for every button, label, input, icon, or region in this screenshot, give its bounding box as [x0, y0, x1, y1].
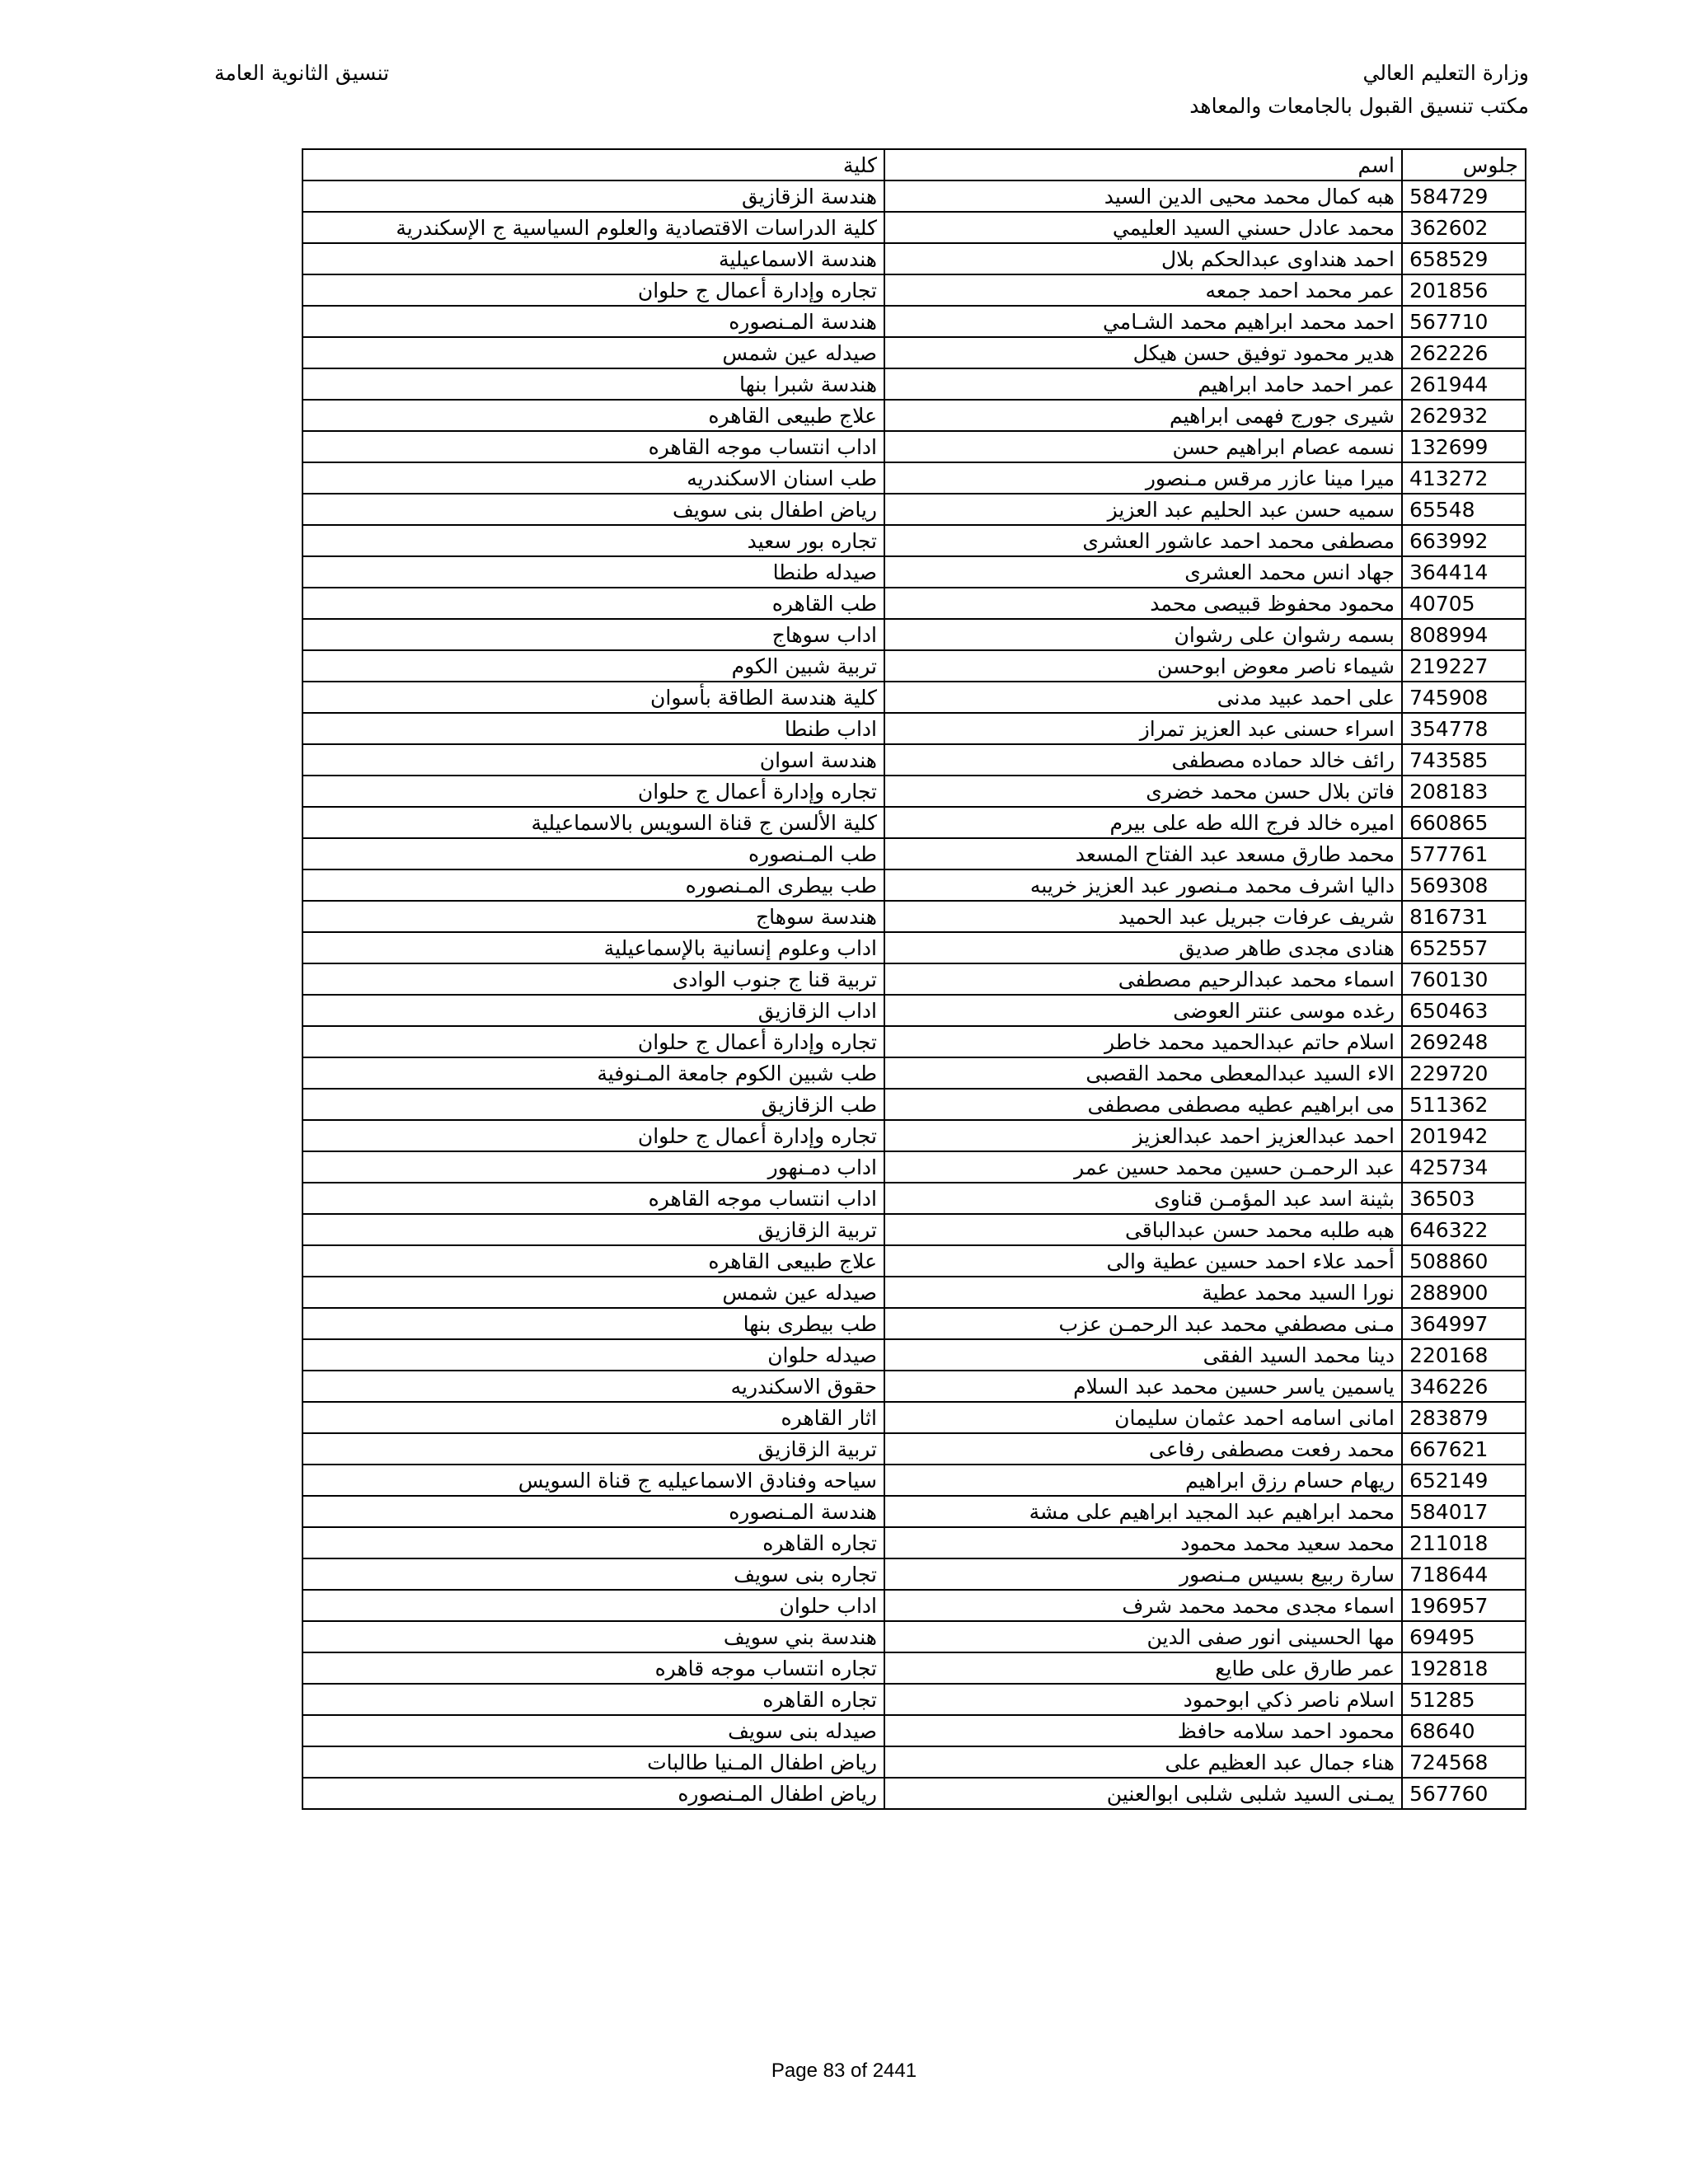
name-cell: نورا السيد محمد عطية — [884, 1277, 1402, 1308]
column-header-name: اسم — [884, 149, 1402, 180]
name-cell: اسراء حسنى عبد العزيز تمراز — [884, 713, 1402, 744]
table-row — [302, 212, 1526, 243]
table-row — [302, 525, 1526, 556]
college-cell: هندسة شبرا بنها — [302, 368, 884, 400]
name-cell: اسماء محمد عبدالرحيم مصطفى — [884, 963, 1402, 995]
seat-cell: 269248 — [1402, 1026, 1526, 1057]
name-cell: هبه طلبه محمد حسن عبدالباقى — [884, 1214, 1402, 1245]
college-cell: تجاره وإدارة أعمال ج حلوان — [302, 274, 884, 306]
name-cell: جهاد انس محمد العشرى — [884, 556, 1402, 588]
name-cell: محمد رفعت مصطفى رفاعى — [884, 1433, 1402, 1465]
column-header-college: كلية — [302, 149, 884, 180]
college-cell: هندسة اسوان — [302, 744, 884, 776]
name-cell: شريف عرفات جبريل عبد الحميد — [884, 901, 1402, 932]
college-cell: علاج طبيعى القاهره — [302, 400, 884, 431]
table-row — [302, 776, 1526, 807]
table-row — [302, 1433, 1526, 1465]
seat-cell: 511362 — [1402, 1089, 1526, 1120]
seat-cell: 745908 — [1402, 682, 1526, 713]
seat-cell: 65548 — [1402, 494, 1526, 525]
table-row — [302, 1371, 1526, 1402]
seat-cell: 262226 — [1402, 337, 1526, 368]
seat-cell: 51285 — [1402, 1684, 1526, 1715]
name-cell: عمر محمد احمد جمعه — [884, 274, 1402, 306]
college-cell: تربية قنا ج جنوب الوادى — [302, 963, 884, 995]
seat-cell: 413272 — [1402, 462, 1526, 494]
table-row — [302, 901, 1526, 932]
name-cell: محمود محفوظ قبيصى محمد — [884, 588, 1402, 619]
table-row — [302, 650, 1526, 682]
name-cell: سارة ربيع بسيس مـنصور — [884, 1558, 1402, 1590]
name-cell: هدير محمود توفيق حسن هيكل — [884, 337, 1402, 368]
name-cell: عمر طارق على طايع — [884, 1652, 1402, 1684]
college-cell: هندسة المـنصوره — [302, 1496, 884, 1527]
seat-cell: 567760 — [1402, 1778, 1526, 1809]
name-cell: مصطفى محمد احمد عاشور العشرى — [884, 525, 1402, 556]
name-cell: احمد محمد ابراهيم محمد الشـامي — [884, 306, 1402, 337]
seat-cell: 660865 — [1402, 807, 1526, 838]
column-header-seat: جلوس — [1402, 149, 1526, 180]
seat-cell: 208183 — [1402, 776, 1526, 807]
college-cell: صيدله بنى سويف — [302, 1715, 884, 1746]
name-cell: محمد طارق مسعد عبد الفتاح المسعد — [884, 838, 1402, 869]
table-row — [302, 1120, 1526, 1151]
table-row — [302, 1308, 1526, 1339]
name-cell: يمـنى السيد شلبى شلبى ابوالعنين — [884, 1778, 1402, 1809]
name-cell: محمد ابراهيم عبد المجيد ابراهيم على مشة — [884, 1496, 1402, 1527]
seat-cell: 650463 — [1402, 995, 1526, 1026]
name-cell: مـنى مصطفي محمد عبد الرحمـن عزب — [884, 1308, 1402, 1339]
name-cell: شيرى جورج فهمى ابراهيم — [884, 400, 1402, 431]
table-row — [302, 243, 1526, 274]
table-row — [302, 869, 1526, 901]
table-row — [302, 744, 1526, 776]
name-cell: بسمه رشوان على رشوان — [884, 619, 1402, 650]
college-cell: علاج طبيعى القاهره — [302, 1245, 884, 1277]
name-cell: داليا اشرف محمد مـنصور عبد العزيز خريبه — [884, 869, 1402, 901]
name-cell: محمد عادل حسني السيد العليمي — [884, 212, 1402, 243]
table-row — [302, 1183, 1526, 1214]
table-row — [302, 1621, 1526, 1652]
college-cell: طب اسنان الاسكندريه — [302, 462, 884, 494]
ministry-title: وزارة التعليم العالي — [1362, 61, 1529, 85]
name-cell: احمد هنداوى عبدالحكم بلال — [884, 243, 1402, 274]
name-cell: شيماء ناصر معوض ابوحسن — [884, 650, 1402, 682]
table-row — [302, 431, 1526, 462]
college-cell: تجاره وإدارة أعمال ج حلوان — [302, 1120, 884, 1151]
name-cell: هناء جمال عبد العظيم على — [884, 1746, 1402, 1778]
table-row — [302, 400, 1526, 431]
college-cell: تربية الزقازيق — [302, 1433, 884, 1465]
name-cell: دينا محمد السيد الفقى — [884, 1339, 1402, 1371]
seat-cell: 192818 — [1402, 1652, 1526, 1684]
table-row — [302, 556, 1526, 588]
table-row — [302, 1590, 1526, 1621]
seat-cell: 584729 — [1402, 180, 1526, 212]
seat-cell: 283879 — [1402, 1402, 1526, 1433]
college-cell: اداب طنطا — [302, 713, 884, 744]
table-row — [302, 306, 1526, 337]
name-cell: هنادى مجدى طاهر صديق — [884, 932, 1402, 963]
table-row — [302, 995, 1526, 1026]
name-cell: ريهام حسام رزق ابراهيم — [884, 1465, 1402, 1496]
seat-cell: 261944 — [1402, 368, 1526, 400]
college-cell: اثار القاهره — [302, 1402, 884, 1433]
name-cell: أحمد علاء احمد حسين عطية والى — [884, 1245, 1402, 1277]
college-cell: اداب انتساب موجه القاهره — [302, 1183, 884, 1214]
seat-cell: 663992 — [1402, 525, 1526, 556]
name-cell: رائف خالد حماده مصطفى — [884, 744, 1402, 776]
table-row — [302, 682, 1526, 713]
seat-cell: 667621 — [1402, 1433, 1526, 1465]
college-cell: تجاره القاهره — [302, 1527, 884, 1558]
seat-cell: 40705 — [1402, 588, 1526, 619]
table-row — [302, 1465, 1526, 1496]
college-cell: هندسة بني سويف — [302, 1621, 884, 1652]
table-row — [302, 963, 1526, 995]
name-cell: امانى اسامه احمد عثمان سليمان — [884, 1402, 1402, 1433]
table-row — [302, 1089, 1526, 1120]
name-cell: فاتن بلال حسن محمد خضرى — [884, 776, 1402, 807]
college-cell: طب بيطرى المـنصوره — [302, 869, 884, 901]
seat-cell: 816731 — [1402, 901, 1526, 932]
name-cell: محمد سعيد محمد محمود — [884, 1527, 1402, 1558]
college-cell: طب بيطرى بنها — [302, 1308, 884, 1339]
seat-cell: 132699 — [1402, 431, 1526, 462]
name-cell: بثينة اسد عبد المؤمـن قناوى — [884, 1183, 1402, 1214]
table-row — [302, 1277, 1526, 1308]
college-cell: تربية الزقازيق — [302, 1214, 884, 1245]
college-cell: حقوق الاسكندريه — [302, 1371, 884, 1402]
name-cell: نسمه عصام ابراهيم حسن — [884, 431, 1402, 462]
table-row — [302, 838, 1526, 869]
name-cell: اميره خالد فرج الله طه على بيرم — [884, 807, 1402, 838]
name-cell: محمود احمد سلامه حافظ — [884, 1715, 1402, 1746]
seat-cell: 652557 — [1402, 932, 1526, 963]
college-cell: اداب انتساب موجه القاهره — [302, 431, 884, 462]
college-cell: رياض اطفال المـنيا طالبات — [302, 1746, 884, 1778]
table-row — [302, 1151, 1526, 1183]
table-row — [302, 274, 1526, 306]
table-row — [302, 1527, 1526, 1558]
college-cell: طب المـنصوره — [302, 838, 884, 869]
college-cell: كلية الدراسات الاقتصادية والعلوم السياسية ج الإسكندرية — [302, 212, 884, 243]
college-cell: تجاره بنى سويف — [302, 1558, 884, 1590]
name-cell: ياسمين ياسر حسين محمد عبد السلام — [884, 1371, 1402, 1402]
college-cell: طب الزقازيق — [302, 1089, 884, 1120]
table-row — [302, 1214, 1526, 1245]
seat-cell: 508860 — [1402, 1245, 1526, 1277]
seat-cell: 718644 — [1402, 1558, 1526, 1590]
program-title: تنسيق الثانوية العامة — [214, 61, 390, 85]
name-cell: ميرا مينا عازر مرقس مـنصور — [884, 462, 1402, 494]
table-row — [302, 588, 1526, 619]
college-cell: تجاره القاهره — [302, 1684, 884, 1715]
table-row — [302, 368, 1526, 400]
name-cell: اسلام حاتم عبدالحميد محمد خاطر — [884, 1026, 1402, 1057]
table-row — [302, 1746, 1526, 1778]
seat-cell: 652149 — [1402, 1465, 1526, 1496]
college-cell: اداب سوهاج — [302, 619, 884, 650]
name-cell: اسماء مجدى محمد محمد شرف — [884, 1590, 1402, 1621]
seat-cell: 584017 — [1402, 1496, 1526, 1527]
table-row — [302, 1245, 1526, 1277]
college-cell: هندسة المـنصوره — [302, 306, 884, 337]
seat-cell: 201856 — [1402, 274, 1526, 306]
seat-cell: 577761 — [1402, 838, 1526, 869]
college-cell: اداب حلوان — [302, 1590, 884, 1621]
college-cell: تجاره وإدارة أعمال ج حلوان — [302, 1026, 884, 1057]
table-row — [302, 337, 1526, 368]
seat-cell: 569308 — [1402, 869, 1526, 901]
seat-cell: 760130 — [1402, 963, 1526, 995]
table-row — [302, 1339, 1526, 1371]
seat-cell: 201942 — [1402, 1120, 1526, 1151]
table-row — [302, 1778, 1526, 1809]
college-cell: هندسة سوهاج — [302, 901, 884, 932]
table-row — [302, 932, 1526, 963]
table-row — [302, 1558, 1526, 1590]
college-cell: هندسة الزقازيق — [302, 180, 884, 212]
results-table — [302, 148, 1526, 1810]
name-cell: احمد عبدالعزيز احمد عبدالعزيز — [884, 1120, 1402, 1151]
seat-cell: 219227 — [1402, 650, 1526, 682]
seat-cell: 229720 — [1402, 1057, 1526, 1089]
seat-cell: 362602 — [1402, 212, 1526, 243]
college-cell: صيدله حلوان — [302, 1339, 884, 1371]
name-cell: رغده موسى عنتر العوضى — [884, 995, 1402, 1026]
seat-cell: 68640 — [1402, 1715, 1526, 1746]
table-row — [302, 619, 1526, 650]
college-cell: اداب وعلوم إنسانية بالإسماعيلية — [302, 932, 884, 963]
college-cell: صيدله عين شمس — [302, 1277, 884, 1308]
college-cell: سياحه وفنادق الاسماعيليه ج قناة السويس — [302, 1465, 884, 1496]
college-cell: اداب الزقازيق — [302, 995, 884, 1026]
table-row — [302, 807, 1526, 838]
name-cell: هبه كمال محمد محيى الدين السيد — [884, 180, 1402, 212]
seat-cell: 69495 — [1402, 1621, 1526, 1652]
seat-cell: 354778 — [1402, 713, 1526, 744]
name-cell: على احمد عبيد مدنى — [884, 682, 1402, 713]
college-cell: تجاره وإدارة أعمال ج حلوان — [302, 776, 884, 807]
seat-cell: 743585 — [1402, 744, 1526, 776]
college-cell: صيدله عين شمس — [302, 337, 884, 368]
name-cell: عبد الرحمـن حسين محمد حسين عمر — [884, 1151, 1402, 1183]
name-cell: اسلام ناصر ذكي ابوحمود — [884, 1684, 1402, 1715]
name-cell: الاء السيد عبدالمعطى محمد القصبى — [884, 1057, 1402, 1089]
table-row — [302, 1684, 1526, 1715]
table-row — [302, 462, 1526, 494]
college-cell: رياض اطفال بنى سويف — [302, 494, 884, 525]
table-row — [302, 1026, 1526, 1057]
table-row — [302, 1652, 1526, 1684]
table-row — [302, 1057, 1526, 1089]
seat-cell: 658529 — [1402, 243, 1526, 274]
office-title: مكتب تنسيق القبول بالجامعات والمعاهد — [1189, 94, 1529, 118]
college-cell: كلية الألسن ج قناة السويس بالاسماعيلية — [302, 807, 884, 838]
college-cell: تجاره انتساب موجه قاهره — [302, 1652, 884, 1684]
college-cell: رياض اطفال المـنصوره — [302, 1778, 884, 1809]
seat-cell: 364414 — [1402, 556, 1526, 588]
seat-cell: 262932 — [1402, 400, 1526, 431]
name-cell: عمر احمد حامد ابراهيم — [884, 368, 1402, 400]
seat-cell: 211018 — [1402, 1527, 1526, 1558]
college-cell: صيدله طنطا — [302, 556, 884, 588]
name-cell: مها الحسينى انور صفى الدين — [884, 1621, 1402, 1652]
name-cell: سميه حسن عبد الحليم عبد العزيز — [884, 494, 1402, 525]
seat-cell: 346226 — [1402, 1371, 1526, 1402]
seat-cell: 724568 — [1402, 1746, 1526, 1778]
seat-cell: 646322 — [1402, 1214, 1526, 1245]
seat-cell: 364997 — [1402, 1308, 1526, 1339]
table-row — [302, 1496, 1526, 1527]
college-cell: تربية شبين الكوم — [302, 650, 884, 682]
college-cell: طب القاهره — [302, 588, 884, 619]
table-row — [302, 713, 1526, 744]
table-row — [302, 1402, 1526, 1433]
college-cell: هندسة الاسماعيلية — [302, 243, 884, 274]
seat-cell: 288900 — [1402, 1277, 1526, 1308]
seat-cell: 425734 — [1402, 1151, 1526, 1183]
page-number: Page 83 of 2441 — [771, 2060, 917, 2082]
college-cell: اداب دمـنهور — [302, 1151, 884, 1183]
table-header-row — [302, 149, 1526, 180]
seat-cell: 808994 — [1402, 619, 1526, 650]
seat-cell: 567710 — [1402, 306, 1526, 337]
college-cell: كلية هندسة الطاقة بأسوان — [302, 682, 884, 713]
table-row — [302, 494, 1526, 525]
table-row — [302, 180, 1526, 212]
name-cell: مى ابراهيم عطيه مصطفى مصطفى — [884, 1089, 1402, 1120]
seat-cell: 220168 — [1402, 1339, 1526, 1371]
college-cell: تجاره بور سعيد — [302, 525, 884, 556]
seat-cell: 196957 — [1402, 1590, 1526, 1621]
college-cell: طب شبين الكوم جامعة المـنوفية — [302, 1057, 884, 1089]
seat-cell: 36503 — [1402, 1183, 1526, 1214]
table-row — [302, 1715, 1526, 1746]
